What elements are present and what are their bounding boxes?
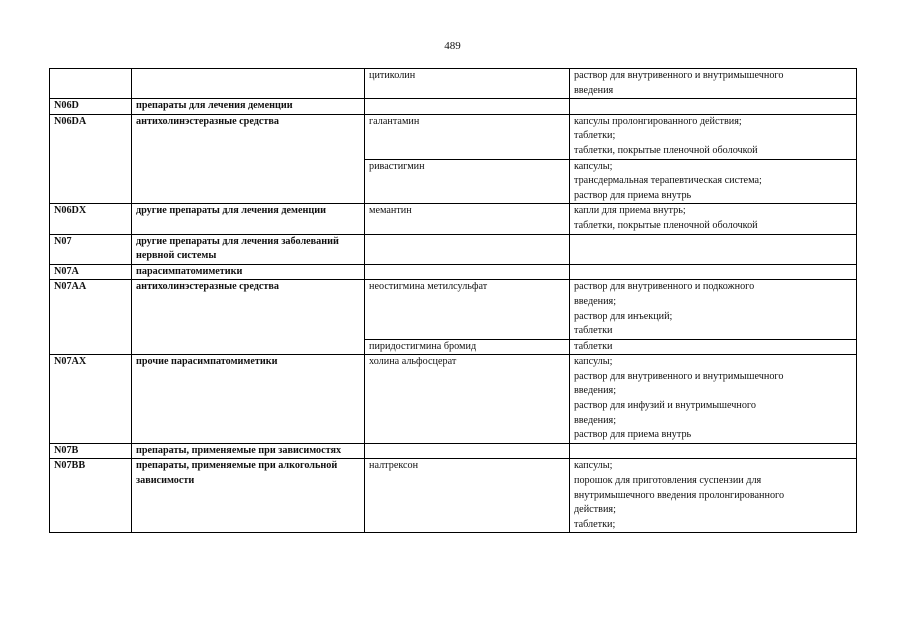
dosage-forms-cell — [570, 159, 857, 204]
drug-name-cell: пиридостигмина бромид — [365, 339, 570, 355]
dosage-forms-cell — [570, 280, 857, 339]
dosage-form-line: порошок для приготовления суспензии для — [574, 475, 762, 487]
dosage-form-line: раствор для инъекций; — [574, 310, 673, 322]
dosage-form-line: капсулы пролонгированного действия; — [574, 115, 742, 127]
anatomical-therapeutic-group-cell: препараты, применяемые при алкогольной зависимости — [132, 459, 365, 533]
dosage-form-line: введения — [574, 84, 614, 96]
dosage-form-line: капли для приема внутрь; — [574, 205, 686, 217]
table-row — [50, 459, 857, 533]
dosage-form-line: внутримышечного введения пролонгированного — [574, 489, 785, 501]
dosage-form-line: таблетки — [574, 340, 613, 352]
table-row — [50, 69, 857, 99]
dosage-forms-cell — [570, 339, 857, 355]
dosage-form-line: действия; — [574, 504, 616, 516]
table-row — [50, 234, 857, 264]
drug-name-cell: неостигмина метилсульфат — [365, 280, 570, 339]
anatomical-therapeutic-group-cell: антихолинэстеразные средства — [132, 280, 365, 355]
dosage-form-line: капсулы; — [574, 356, 613, 368]
dosage-forms-cell — [570, 204, 857, 234]
dosage-form-line — [574, 444, 852, 459]
table-row — [50, 99, 857, 115]
dosage-forms-cell — [570, 459, 857, 533]
anatomical-therapeutic-group-cell: препараты, применяемые при зависимостях — [132, 443, 365, 459]
dosage-form-line: раствор для внутривенного и подкожного — [574, 281, 755, 293]
drug-table-body — [50, 69, 857, 533]
atc-code-cell: N07BB — [50, 459, 132, 533]
atc-code-cell: N07A — [50, 264, 132, 280]
drug-table — [49, 68, 857, 533]
dosage-form-line: капсулы; — [574, 160, 613, 172]
dosage-form-line: трансдермальная терапевтическая система; — [574, 175, 762, 187]
atc-code-cell: N07AA — [50, 280, 132, 355]
dosage-form-line: введения; — [574, 295, 617, 307]
atc-code-cell: N06DA — [50, 114, 132, 204]
dosage-form-line: таблетки — [574, 325, 613, 337]
drug-name-cell: холина альфосцерат — [365, 355, 570, 444]
dosage-form-line: таблетки, покрытые пленочной оболочкой — [574, 219, 758, 231]
dosage-forms-cell — [570, 355, 857, 444]
anatomical-therapeutic-group-cell: прочие парасимпатомиметики — [132, 355, 365, 444]
dosage-form-line: раствор для внутривенного и внутримышечного — [574, 70, 784, 81]
dosage-forms-cell — [570, 99, 857, 115]
dosage-form-line: раствор для приема внутрь — [574, 189, 692, 201]
drug-name-cell — [365, 234, 570, 264]
dosage-form-line: раствор для внутривенного и внутримышечного — [574, 370, 784, 382]
dosage-forms-cell — [570, 69, 857, 99]
page-number: 489 — [444, 40, 461, 52]
anatomical-therapeutic-group-cell: антихолинэстеразные средства — [132, 114, 365, 204]
table-row — [50, 264, 857, 280]
drug-name-cell: ривастигмин — [365, 159, 570, 204]
atc-code-cell: N06D — [50, 99, 132, 115]
dosage-forms-cell — [570, 264, 857, 280]
table-row — [50, 443, 857, 459]
drug-name-cell: цитиколин — [365, 69, 570, 99]
table-row — [50, 355, 857, 444]
anatomical-therapeutic-group-cell: другие препараты для лечения заболеваний нервной системы — [132, 234, 365, 264]
dosage-form-line: введения; — [574, 414, 617, 426]
drug-name-cell — [365, 99, 570, 115]
table-row — [50, 114, 857, 159]
atc-code-cell: N07AX — [50, 355, 132, 444]
dosage-forms-cell — [570, 114, 857, 159]
dosage-form-line: таблетки; — [574, 130, 616, 142]
dosage-form-line: раствор для приема внутрь — [574, 429, 692, 441]
dosage-forms-cell — [570, 443, 857, 459]
drug-name-cell: налтрексон — [365, 459, 570, 533]
anatomical-therapeutic-group-cell — [132, 69, 365, 99]
dosage-form-line: капсулы; — [574, 460, 613, 472]
drug-name-cell — [365, 443, 570, 459]
atc-code-cell: N07B — [50, 443, 132, 459]
drug-name-cell — [365, 264, 570, 280]
drug-name-cell: галантамин — [365, 114, 570, 159]
dosage-form-line — [574, 265, 852, 280]
dosage-form-line: таблетки, покрытые пленочной оболочкой — [574, 144, 758, 156]
table-row — [50, 280, 857, 339]
anatomical-therapeutic-group-cell: парасимпатомиметики — [132, 264, 365, 280]
dosage-form-line: раствор для инфузий и внутримышечного — [574, 400, 756, 412]
atc-code-cell — [50, 69, 132, 99]
anatomical-therapeutic-group-cell: препараты для лечения деменции — [132, 99, 365, 115]
dosage-form-line — [574, 235, 852, 250]
drug-name-cell: мемантин — [365, 204, 570, 234]
dosage-form-line: таблетки; — [574, 518, 616, 530]
anatomical-therapeutic-group-cell: другие препараты для лечения деменции — [132, 204, 365, 234]
table-row — [50, 204, 857, 234]
dosage-form-line — [574, 99, 852, 114]
atc-code-cell: N06DX — [50, 204, 132, 234]
atc-code-cell: N07 — [50, 234, 132, 264]
dosage-form-line: введения; — [574, 385, 617, 397]
dosage-forms-cell — [570, 234, 857, 264]
